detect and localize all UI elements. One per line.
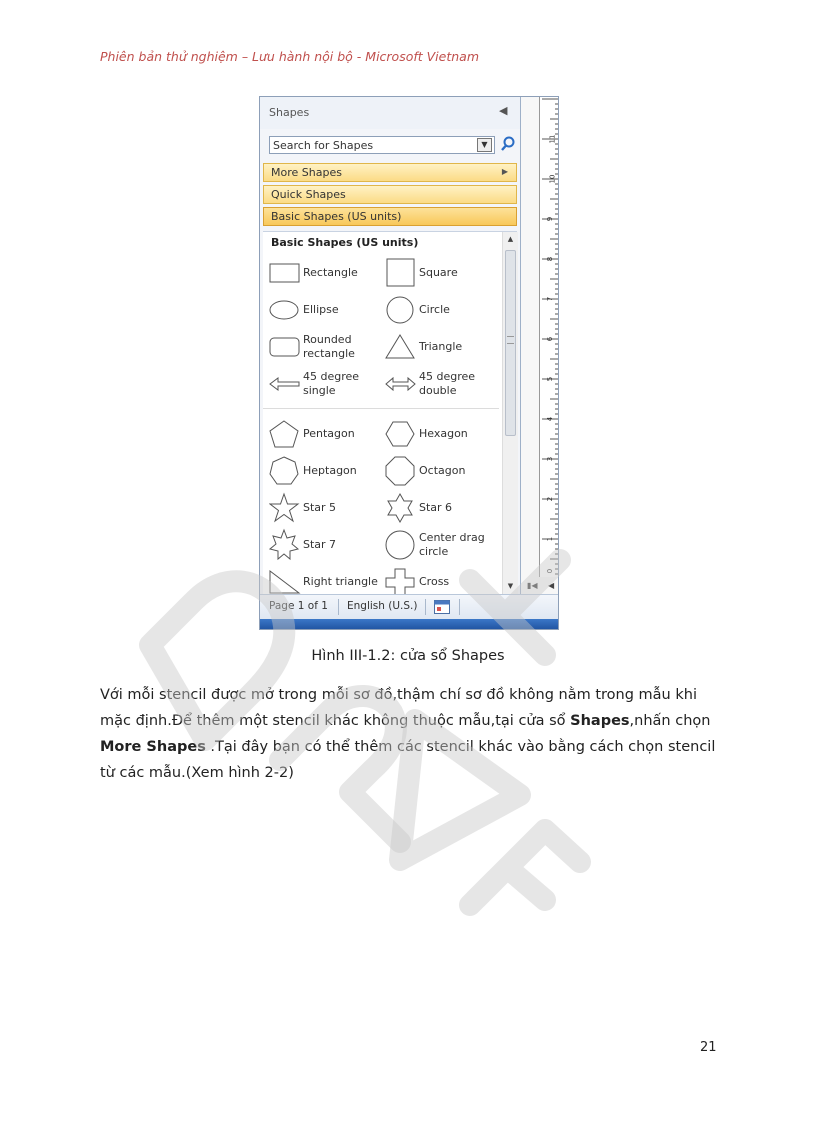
ruler-label: 5: [546, 376, 555, 382]
ellipse-icon: [269, 293, 301, 327]
star6-icon: [385, 491, 417, 525]
macro-record-icon[interactable]: [434, 600, 450, 614]
vertical-ruler: [520, 97, 559, 594]
shape-triangle[interactable]: Triangle: [385, 330, 501, 364]
quick-shapes-stencil[interactable]: [263, 185, 517, 204]
bold-more-shapes: More Shapes: [100, 739, 206, 755]
basic-shapes-label: Basic Shapes (US units): [271, 210, 402, 223]
rounded-rectangle-icon: [269, 330, 301, 364]
ruler-label: 3: [546, 456, 555, 462]
page-number: 21: [700, 1040, 717, 1055]
single-arrow-icon: [269, 367, 301, 401]
hexagon-icon: [385, 417, 417, 451]
shape-star5[interactable]: Star 5: [269, 491, 385, 525]
heptagon-icon: [269, 454, 301, 488]
rectangle-icon: [269, 256, 301, 290]
center-drag-circle-icon: [385, 528, 417, 562]
shape-right-triangle[interactable]: Right triangle: [269, 565, 385, 599]
status-bar: [260, 594, 559, 620]
status-divider: [459, 599, 460, 615]
panel-header: [260, 97, 520, 129]
vertical-scrollbar[interactable]: [502, 232, 518, 594]
ruler-label: 9: [546, 216, 555, 222]
more-shapes-label: More Shapes: [271, 166, 342, 179]
star7-icon: [269, 528, 301, 562]
shape-star7[interactable]: Star 7: [269, 528, 385, 562]
panel-title: Shapes: [269, 106, 310, 119]
body-paragraph: Với mỗi stencil được mở trong mỗi sơ đồ,thậm chí sơ đồ không nằm trong mẫu khi mặc định.Để thêm một stencil khác không thuộc mẫu,tại cửa sổ Shapes,nhấn chọn More Shapes .Tại đây bạn có thể thêm các stencil khác vào bằng cách chọn stencil từ các mẫu.(Xem hình 2-2): [100, 687, 716, 781]
scroll-thumb[interactable]: [505, 250, 516, 436]
chevron-left-icon[interactable]: ◀: [499, 104, 508, 117]
square-icon: [385, 256, 417, 290]
status-divider: [338, 599, 339, 615]
shape-rounded-rectangle[interactable]: Rounded rectangle: [269, 330, 385, 364]
basic-shapes-stencil[interactable]: [263, 207, 517, 226]
shape-45-degree-double[interactable]: 45 degree double: [385, 367, 501, 401]
ruler-label: 0: [546, 568, 555, 574]
ruler-label: 10: [548, 174, 557, 184]
octagon-icon: [385, 454, 417, 488]
ruler-strip: [539, 97, 559, 577]
page-indicator[interactable]: Page 1 of 1: [269, 600, 328, 612]
shape-square[interactable]: Square: [385, 256, 501, 290]
list-title: Basic Shapes (US units): [271, 236, 419, 249]
shape-center-drag-circle[interactable]: Center drag circle: [385, 528, 501, 562]
shape-octagon[interactable]: Octagon: [385, 454, 501, 488]
more-shapes-menu[interactable]: [263, 163, 517, 182]
ruler-label: 4: [546, 416, 555, 422]
shapes-list: [263, 231, 517, 594]
shape-star6[interactable]: Star 6: [385, 491, 501, 525]
ruler-label: 6: [546, 336, 555, 342]
pentagon-icon: [269, 417, 301, 451]
first-page-icon[interactable]: ▮◀: [527, 581, 538, 590]
shape-circle[interactable]: Circle: [385, 293, 501, 327]
grip-icon: [507, 336, 514, 344]
star5-icon: [269, 491, 301, 525]
shapes-panel: [260, 97, 520, 630]
shape-cross[interactable]: Cross: [385, 565, 501, 599]
bold-shapes: Shapes: [570, 713, 630, 729]
ruler-label: 8: [546, 256, 555, 262]
shape-heptagon[interactable]: Heptagon: [269, 454, 385, 488]
prev-page-icon[interactable]: ◀: [548, 581, 555, 590]
shape-ellipse[interactable]: Ellipse: [269, 293, 385, 327]
double-arrow-icon: [385, 367, 417, 401]
search-icon[interactable]: [499, 135, 517, 155]
ruler-label: 2: [546, 496, 555, 502]
shapes-window-screenshot: [259, 96, 559, 630]
shape-pentagon[interactable]: Pentagon: [269, 417, 385, 451]
ruler-label: 1: [546, 536, 555, 542]
quick-shapes-label: Quick Shapes: [271, 188, 346, 201]
ruler-label: 11: [548, 134, 557, 144]
figure-caption: Hình III-1.2: cửa sổ Shapes: [311, 648, 505, 664]
search-shapes-input[interactable]: [269, 136, 495, 154]
shape-45-degree-single[interactable]: 45 degree single: [269, 367, 385, 401]
triangle-icon: [385, 330, 417, 364]
shape-rectangle[interactable]: Rectangle: [269, 256, 385, 290]
ruler-label: 7: [546, 296, 555, 302]
chevron-down-icon[interactable]: ▼: [477, 138, 492, 152]
search-placeholder: Search for Shapes: [273, 139, 374, 152]
section-divider: [263, 408, 499, 409]
language-indicator[interactable]: English (U.S.): [347, 600, 418, 612]
circle-icon: [385, 293, 417, 327]
status-divider: [425, 599, 426, 615]
window-bottom-bar: [260, 619, 559, 630]
shape-hexagon[interactable]: Hexagon: [385, 417, 501, 451]
document-header: Phiên bản thử nghiệm – Lưu hành nội bộ - Microsoft Vietnam: [100, 49, 480, 64]
scroll-down-icon[interactable]: ▼: [507, 582, 514, 590]
chevron-right-icon: ▶: [501, 167, 508, 176]
scroll-up-icon[interactable]: ▲: [507, 235, 514, 243]
